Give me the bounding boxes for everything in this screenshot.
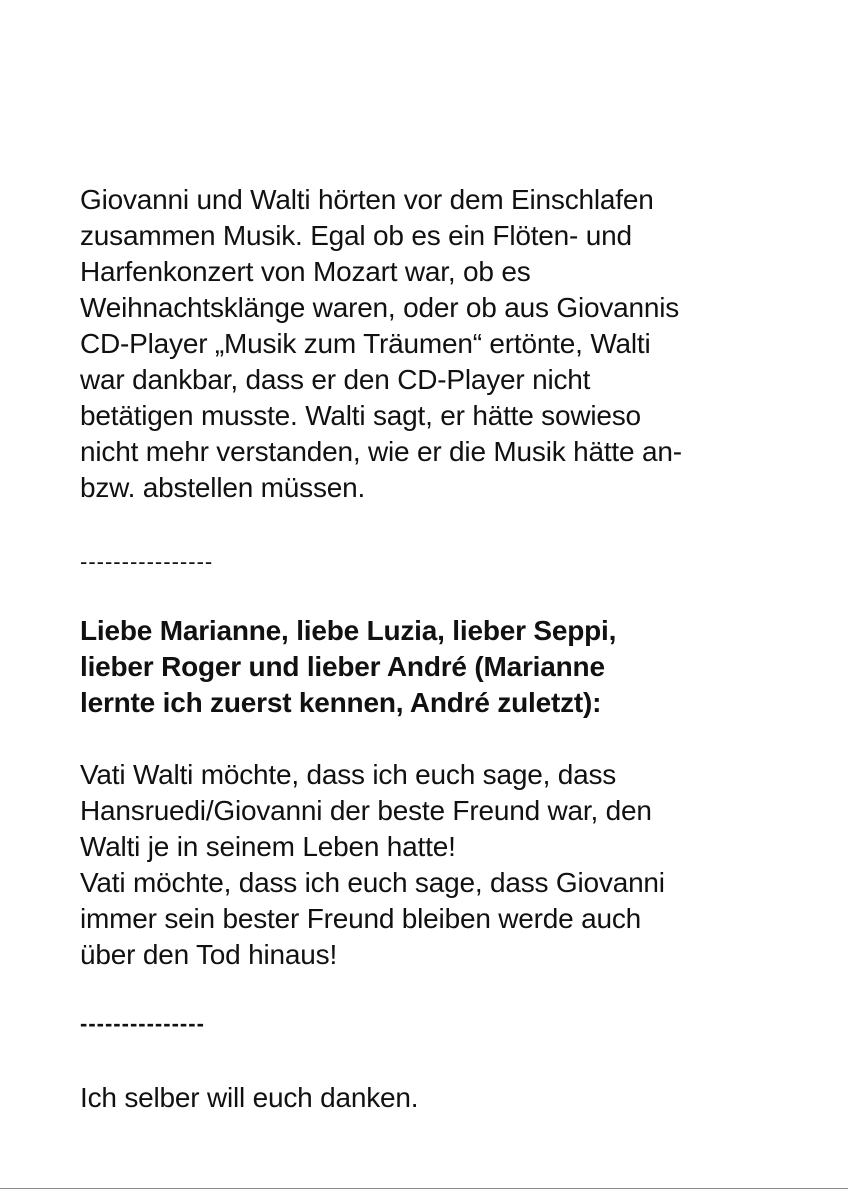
paragraph-1-line: CD-Player „Musik zum Träumen“ ertönte, Walti	[80, 328, 651, 359]
paragraph-2-line: Vati Walti möchte, dass ich euch sage, dass	[80, 759, 617, 790]
paragraph-1-line: betätigen musste. Walti sagt, er hätte sowieso	[80, 400, 641, 431]
separator-dashes-bold: ---------------	[80, 1011, 205, 1036]
paragraph-1-line: Harfenkonzert von Mozart war, ob es	[80, 256, 531, 287]
closing-line: Ich selber will euch danken.	[80, 1082, 419, 1113]
salutation-line: Liebe Marianne, liebe Luzia, lieber Seppi,	[80, 615, 617, 646]
paragraph-1-line: Weihnachtsklänge waren, oder ob aus Giovannis	[80, 292, 680, 323]
paragraph-1-line: Giovanni und Walti hörten vor dem Einschlafen	[80, 184, 654, 215]
paragraph-2-line: Vati möchte, dass ich euch sage, dass Giovanni	[80, 867, 665, 898]
page-bottom-rule	[0, 1188, 848, 1189]
paragraph-2-line: Walti je in seinem Leben hatte!	[80, 831, 456, 862]
salutation-line: lieber Roger und lieber André (Marianne	[80, 651, 605, 682]
paragraph-2-line: über den Tod hinaus!	[80, 939, 338, 970]
salutation-line: lernte ich zuerst kennen, André zuletzt):	[80, 687, 602, 718]
paragraph-1-line: zusammen Musik. Egal ob es ein Flöten- und	[80, 220, 632, 251]
paragraph-2-line: Hansruedi/Giovanni der beste Freund war, den	[80, 795, 652, 826]
paragraph-2-line: immer sein bester Freund bleiben werde auch	[80, 903, 642, 934]
paragraph-1-line: bzw. abstellen müssen.	[80, 472, 366, 503]
paragraph-1-line: war dankbar, dass er den CD-Player nicht	[80, 364, 591, 395]
separator-dashes: ----------------	[80, 549, 214, 574]
paragraph-1-line: nicht mehr verstanden, wie er die Musik hätte an-	[80, 436, 682, 467]
